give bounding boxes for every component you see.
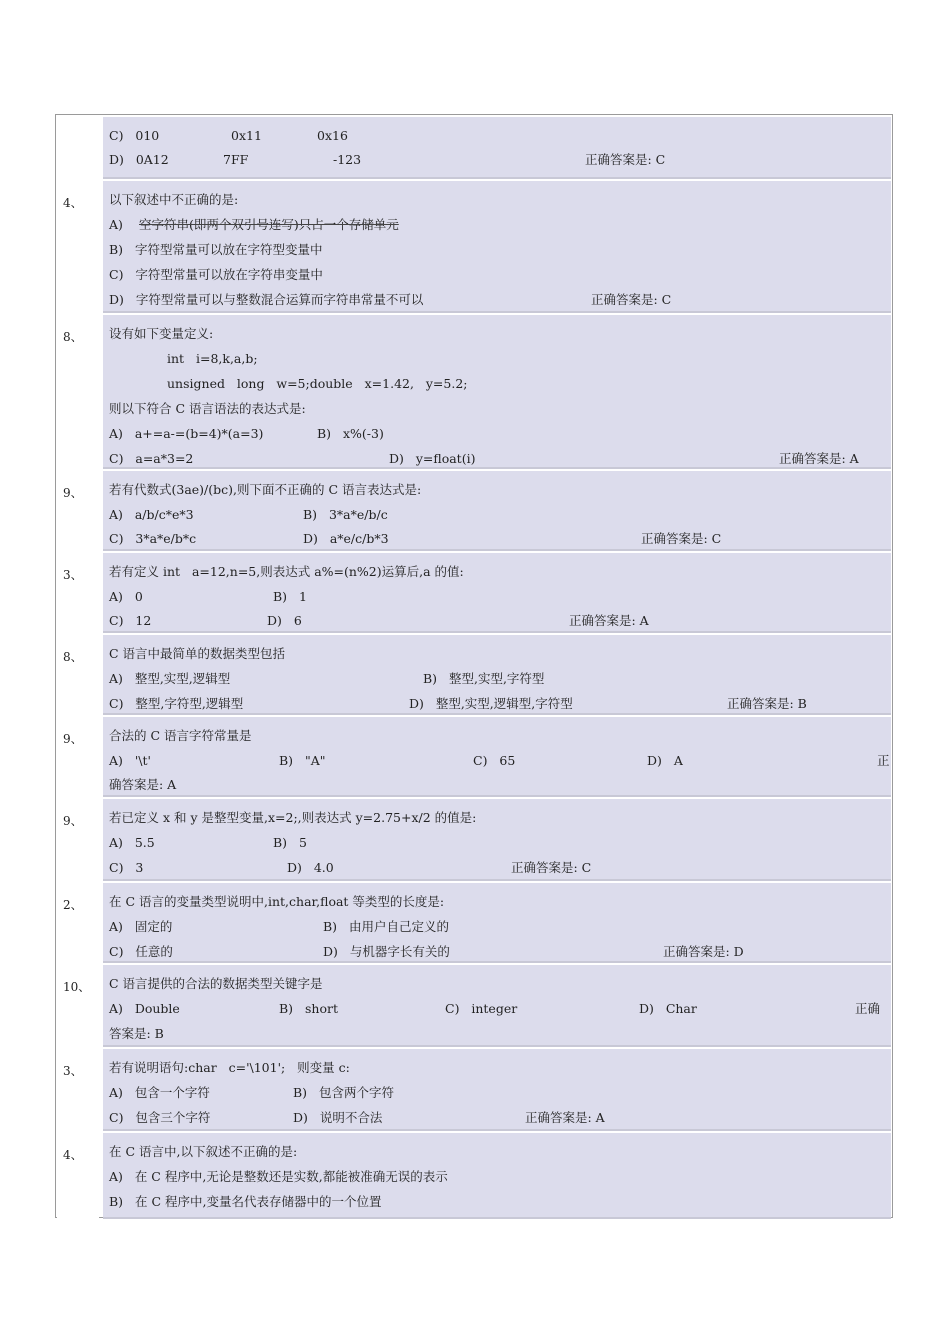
question-number — [57, 117, 99, 179]
question-body — [103, 117, 891, 179]
question-body — [103, 1049, 891, 1131]
question-text: C) 3 — [109, 860, 144, 875]
question-row — [57, 799, 891, 881]
question-number: 4、 — [57, 181, 99, 313]
question-text: A) 0 — [109, 588, 143, 604]
question-text: 正确答案是: C — [511, 860, 592, 875]
question-text: 若有说明语句:char c='\101'; 则变量 c: — [109, 1060, 350, 1075]
question-text: C) 3*a*e/b*c — [109, 531, 197, 546]
question-text: B) 在 C 程序中,变量名代表存储器中的一个位置 — [109, 1194, 382, 1209]
question-text: B) 由用户自己定义的 — [323, 919, 449, 934]
question-row — [57, 635, 891, 715]
question-text: unsigned long w=5;double x=1.42, y=5.2; — [167, 376, 468, 391]
question-text: A) 包含一个字符 — [109, 1085, 210, 1100]
question-number: 8、 — [57, 635, 99, 715]
question-text: 正确答案是: C — [585, 152, 666, 167]
question-text: 设有如下变量定义: — [109, 326, 214, 341]
question-text: 空字符串(即两个双引号连写)只占一个存储单元 — [139, 217, 399, 232]
question-text: A) 固定的 — [109, 919, 173, 934]
question-number: 3、 — [57, 553, 99, 633]
question-text: B) x%(-3) — [317, 426, 384, 441]
question-text: 若有代数式(3ae)/(bc),则下面不正确的 C 语言表达式是: — [109, 482, 422, 497]
question-body — [103, 635, 891, 715]
question-text: B) 字符型常量可以放在字符型变量中 — [109, 242, 323, 257]
question-number: 2、 — [57, 883, 99, 963]
question-text: D) Char — [639, 1001, 697, 1016]
question-text: A) a/b/c*e*3 — [109, 506, 194, 522]
question-row — [57, 883, 891, 963]
question-body — [103, 717, 891, 797]
question-text: C) 字符型常量可以放在字符串变量中 — [109, 267, 323, 282]
question-number: 9、 — [57, 471, 99, 551]
question-text: 正确答案是: A — [779, 451, 859, 466]
question-text: 正确答案是: B — [727, 696, 807, 711]
question-text: 以下叙述中不正确的是: — [109, 192, 239, 207]
question-body — [103, 181, 891, 313]
question-text: 合法的 C 语言字符常量是 — [109, 728, 252, 743]
question-row — [57, 965, 891, 1047]
question-text: C) 12 — [109, 613, 152, 628]
question-body — [103, 883, 891, 963]
question-text: 在 C 语言的变量类型说明中,int,char,float 等类型的长度是: — [109, 894, 445, 909]
question-text: 正确答案是: D — [663, 944, 744, 959]
question-number: 10、 — [57, 965, 99, 1047]
question-body — [103, 553, 891, 633]
question-text: 0x11 — [231, 128, 262, 143]
question-text: C) 010 — [109, 128, 160, 143]
question-text: 正确答案是: A — [525, 1110, 605, 1125]
question-body — [103, 315, 891, 469]
question-text: B) "A" — [279, 752, 326, 768]
question-text: A) Double — [109, 1001, 180, 1016]
question-text: B) 1 — [273, 588, 307, 604]
question-number: 3、 — [57, 1049, 99, 1131]
question-text: D) 6 — [267, 613, 302, 628]
question-text: C) 任意的 — [109, 944, 173, 959]
question-text: C) a=a*3=2 — [109, 451, 194, 466]
question-text: D) 0A12 — [109, 152, 169, 167]
question-text: 若已定义 x 和 y 是整型变量,x=2;,则表达式 y=2.75+x/2 的值是: — [109, 810, 477, 825]
question-text: A) 5.5 — [109, 835, 155, 850]
question-text: 正确答案是: A — [569, 613, 649, 628]
question-row — [57, 1049, 891, 1131]
question-body — [103, 1133, 891, 1219]
question-text: D) y=float(i) — [389, 451, 476, 466]
question-text: C) 65 — [473, 752, 516, 768]
question-text: B) 整型,实型,字符型 — [423, 671, 545, 686]
question-row — [57, 717, 891, 797]
question-text: 正确答案是: C — [641, 531, 722, 546]
question-number: 8、 — [57, 315, 99, 469]
question-text: 则以下符合 C 语言语法的表达式是: — [109, 401, 306, 416]
question-text: -123 — [333, 152, 362, 167]
question-text: C) 包含三个字符 — [109, 1110, 211, 1125]
question-number: 9、 — [57, 799, 99, 881]
question-row — [57, 471, 891, 551]
question-text: C 语言中最简单的数据类型包括 — [109, 646, 286, 661]
question-number: 9、 — [57, 717, 99, 797]
question-row — [57, 117, 891, 179]
question-text: B) 3*a*e/b/c — [303, 506, 388, 522]
question-text: B) 包含两个字符 — [293, 1085, 394, 1100]
question-text: 7FF — [223, 152, 249, 167]
question-text: A) a+=a-=(b=4)*(a=3) — [109, 426, 264, 441]
question-text: C 语言提供的合法的数据类型关键字是 — [109, 976, 323, 991]
question-text: A) 在 C 程序中,无论是整数还是实数,都能被准确无误的表示 — [109, 1169, 448, 1184]
question-text: D) 说明不合法 — [293, 1110, 383, 1125]
question-body — [103, 471, 891, 551]
question-text: B) 5 — [273, 835, 307, 850]
question-text: 正确答案是: C — [591, 292, 672, 307]
question-text: D) 整型,实型,逻辑型,字符型 — [409, 696, 573, 711]
question-row — [57, 315, 891, 469]
question-body — [103, 799, 891, 881]
question-row — [57, 181, 891, 313]
question-text: int i=8,k,a,b; — [167, 351, 258, 366]
question-text: A) '\t' — [109, 752, 151, 768]
question-number: 4、 — [57, 1133, 99, 1219]
question-table — [55, 114, 893, 1218]
question-text: D) A — [647, 752, 683, 768]
question-row — [57, 1133, 891, 1219]
question-text: D) 4.0 — [287, 860, 334, 875]
question-body — [103, 965, 891, 1047]
question-text: D) a*e/c/b*3 — [303, 531, 389, 546]
question-text: 答案是: B — [109, 1026, 164, 1041]
question-text: D) 与机器字长有关的 — [323, 944, 450, 959]
question-text: 正 — [877, 752, 890, 768]
question-text: C) 整型,字符型,逻辑型 — [109, 696, 244, 711]
question-text: 0x16 — [317, 128, 348, 143]
question-text: 在 C 语言中,以下叙述不正确的是: — [109, 1144, 298, 1159]
question-text: A) — [109, 217, 135, 232]
question-text: D) 字符型常量可以与整数混合运算而字符串常量不可以 — [109, 292, 424, 307]
question-text: 正确 — [855, 1001, 881, 1016]
question-text: A) 整型,实型,逻辑型 — [109, 671, 231, 686]
question-row — [57, 553, 891, 633]
question-text: 确答案是: A — [109, 777, 177, 792]
question-text: 若有定义 int a=12,n=5,则表达式 a%=(n%2)运算后,a 的值: — [109, 564, 464, 579]
question-text: B) short — [279, 1001, 338, 1016]
question-text: C) integer — [445, 1001, 518, 1016]
